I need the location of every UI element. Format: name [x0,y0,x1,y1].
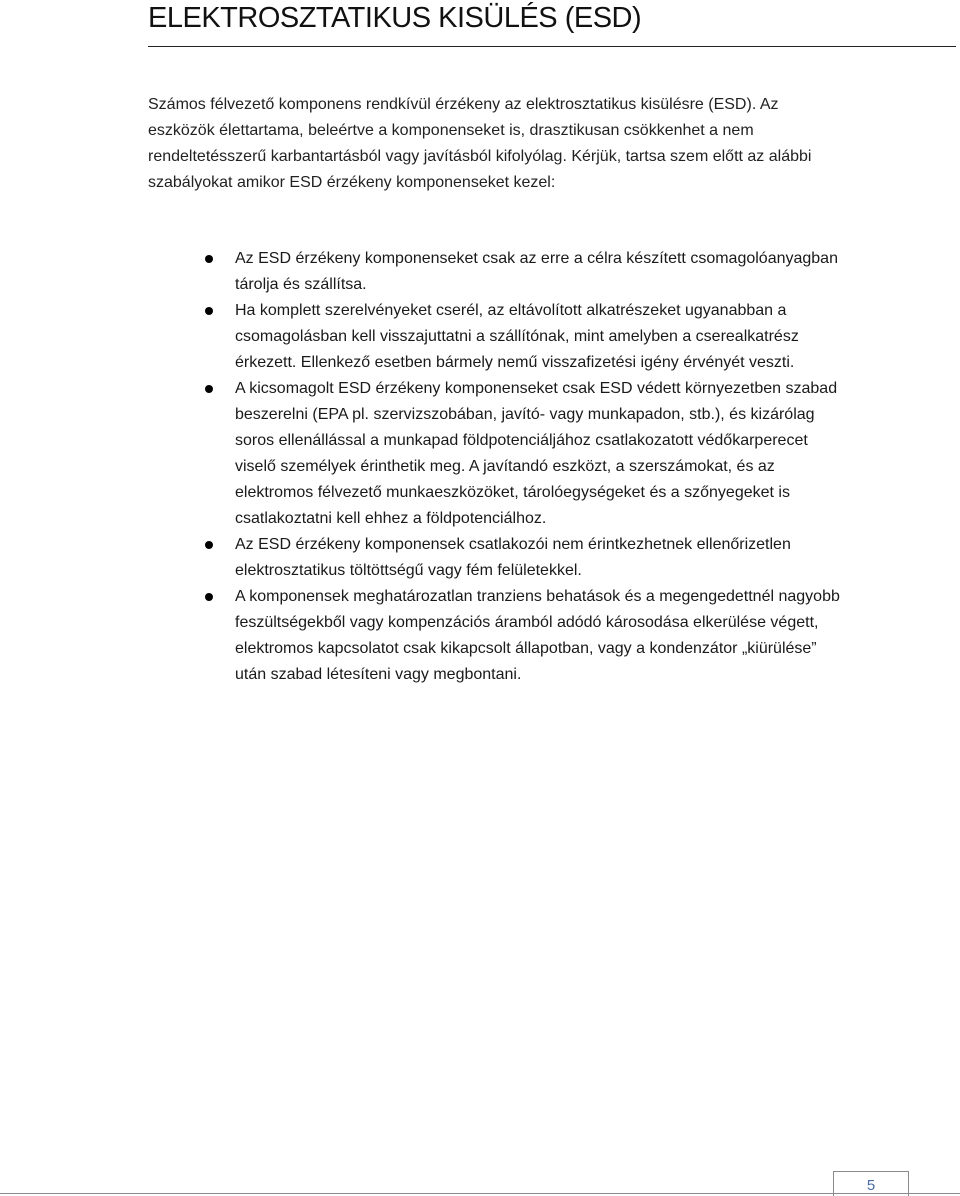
bullet-icon [205,255,213,263]
list-item [148,376,848,532]
list-item [148,298,848,376]
list-item-text: Az ESD érzékeny komponensek csatlakozói nem érintkezhetnek ellenőrizetlen elektrosztatikus töltöttségű vagy fém felületekkel. [235,536,791,579]
list-item-text: A kicsomagolt ESD érzékeny komponenseket csak ESD védett környezetben szabad beszerelni (EPA pl. szervizszobában, javító- vagy munkapadon, stb.), és kizárólag soros ellenállással a munkapad földpotenciáljához csatlakozatott védőkarperecet viselő személyek érinthetik meg. A javítandó eszközt, a szerszámokat, és az elektromos félvezető munkaeszközöket, tárolóegységeket és a szőnyegeket is csatlakoztatni kell ehhez a földpotenciálhoz. [235,380,838,527]
esd-rules-list [148,246,848,688]
list-item [148,584,848,688]
title-divider [148,46,956,47]
list-item-text: A komponensek meghatározatlan tranziens behatások és a megengedettnél nagyobb feszültségekből vagy kompenzációs áramból adódó károsodása elkerülése végett, elektromos kapcsolatot csak kikapcsolt állapotban, vagy a kondenzátor „kiürülése” után szabad létesíteni vagy megbontani. [235,588,840,683]
page-title: ELEKTROSZTATIKUS KISÜLÉS (ESD) [148,2,642,34]
bullet-icon [205,385,213,393]
bullet-icon [205,541,213,549]
footer-divider [0,1193,960,1194]
bullet-icon [205,593,213,601]
list-item [148,532,848,584]
bullet-icon [205,307,213,315]
intro-paragraph: Számos félvezető komponens rendkívül érzékeny az elektrosztatikus kisülésre (ESD). Az eszközök élettartama, beleértve a komponenseket is, drasztikusan csökkenhet a nem rendeltetésszerű karbantartásból vagy javításból kifolyólag. Kérjük, tartsa szem előtt az alábbi szabályokat amikor ESD érzékeny komponenseket kezel: [148,96,812,191]
list-item-text: Ha komplett szerelvényeket cserél, az eltávolított alkatrészeket ugyanabban a csomagolásban kell visszajuttatni a szállítónak, mint amelyben a cserealkatrész érkezett. Ellenkező esetben bármely nemű visszafizetési igény érvényét veszti. [235,302,799,371]
list-item [148,246,848,298]
list-item-text: Az ESD érzékeny komponenseket csak az erre a célra készített csomagolóanyagban tárolja és szállítsa. [235,250,838,293]
page-number: 5 [866,1177,876,1194]
